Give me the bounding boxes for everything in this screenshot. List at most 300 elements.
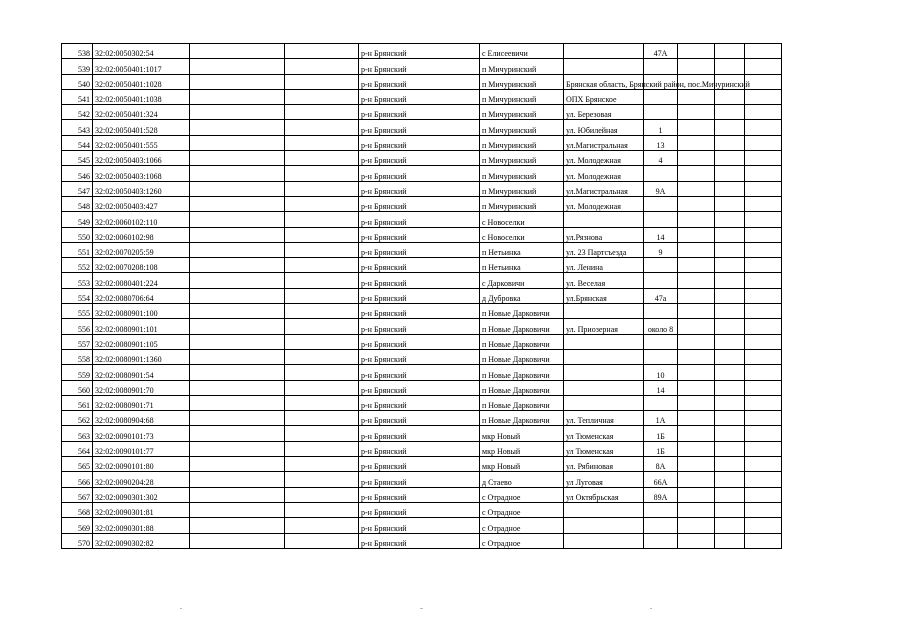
cadastral-number-cell: 32:02:0050401:1017: [93, 59, 190, 74]
empty-cell: [745, 74, 782, 89]
region-cell: р-н Брянский: [359, 89, 480, 104]
region-cell: р-н Брянский: [359, 472, 480, 487]
cadastral-number-cell: 32:02:0080901:1360: [93, 349, 190, 364]
locality-cell: мкр Новый: [480, 441, 564, 456]
row-number-cell: 546: [62, 166, 93, 181]
street-cell: ул Октябрьская: [564, 487, 644, 502]
empty-cell: [285, 44, 359, 59]
empty-cell: [678, 196, 715, 211]
empty-cell: [745, 196, 782, 211]
region-cell: р-н Брянский: [359, 304, 480, 319]
cadastral-number-cell: 32:02:0090301:81: [93, 502, 190, 517]
row-number-cell: 539: [62, 59, 93, 74]
empty-cell: [190, 380, 285, 395]
locality-cell: п Мичуринский: [480, 120, 564, 135]
table-row: [62, 242, 782, 257]
empty-cell: [745, 181, 782, 196]
empty-cell: [715, 426, 745, 441]
empty-cell: [190, 166, 285, 181]
house-number-cell: [644, 502, 678, 517]
empty-cell: [678, 380, 715, 395]
row-number-cell: 553: [62, 273, 93, 288]
street-cell: Брянская область, Брянский район, пос.Мичуринский: [564, 74, 644, 89]
empty-cell: [285, 212, 359, 227]
street-cell: [564, 533, 644, 548]
empty-cell: [678, 365, 715, 380]
table-row: [62, 212, 782, 227]
empty-cell: [285, 518, 359, 533]
locality-cell: п Новые Дарковичи: [480, 304, 564, 319]
street-cell: [564, 334, 644, 349]
empty-cell: [285, 288, 359, 303]
row-number-cell: 570: [62, 533, 93, 548]
empty-cell: [678, 166, 715, 181]
street-cell: ул.Рязнова: [564, 227, 644, 242]
region-cell: р-н Брянский: [359, 457, 480, 472]
row-number-cell: 544: [62, 135, 93, 150]
table-row: [62, 166, 782, 181]
empty-cell: [285, 135, 359, 150]
house-number-cell: 13: [644, 135, 678, 150]
row-number-cell: 559: [62, 365, 93, 380]
empty-cell: [285, 334, 359, 349]
empty-cell: [285, 319, 359, 334]
table-row: [62, 380, 782, 395]
empty-cell: [745, 380, 782, 395]
street-cell: ул. Тепличная: [564, 411, 644, 426]
empty-cell: [745, 441, 782, 456]
house-number-cell: 1Б: [644, 426, 678, 441]
empty-cell: [715, 518, 745, 533]
empty-cell: [745, 502, 782, 517]
empty-cell: [678, 411, 715, 426]
region-cell: р-н Брянский: [359, 319, 480, 334]
region-cell: р-н Брянский: [359, 181, 480, 196]
empty-cell: [285, 273, 359, 288]
empty-cell: [285, 441, 359, 456]
row-number-cell: 557: [62, 334, 93, 349]
empty-cell: [745, 135, 782, 150]
row-number-cell: 550: [62, 227, 93, 242]
row-number-cell: 540: [62, 74, 93, 89]
row-number-cell: 556: [62, 319, 93, 334]
empty-cell: [715, 319, 745, 334]
street-cell: [564, 502, 644, 517]
empty-cell: [285, 365, 359, 380]
table-row: [62, 258, 782, 273]
empty-cell: [715, 411, 745, 426]
locality-cell: п Новые Дарковичи: [480, 319, 564, 334]
empty-cell: [190, 411, 285, 426]
empty-cell: [190, 181, 285, 196]
region-cell: р-н Брянский: [359, 166, 480, 181]
street-cell: ул.Магистральная: [564, 181, 644, 196]
cadastral-number-cell: 32:02:0090101:77: [93, 441, 190, 456]
region-cell: р-н Брянский: [359, 487, 480, 502]
street-cell: ул Тюменская: [564, 426, 644, 441]
empty-cell: [678, 135, 715, 150]
row-number-cell: 565: [62, 457, 93, 472]
empty-cell: [285, 533, 359, 548]
street-cell: [564, 44, 644, 59]
street-cell: ул. Молодежная: [564, 151, 644, 166]
empty-cell: [285, 227, 359, 242]
region-cell: р-н Брянский: [359, 59, 480, 74]
table-row: [62, 349, 782, 364]
locality-cell: с Елисеевичи: [480, 44, 564, 59]
cadastral-number-cell: 32:02:0050403:1260: [93, 181, 190, 196]
cadastral-number-cell: 32:02:0080901:105: [93, 334, 190, 349]
region-cell: р-н Брянский: [359, 135, 480, 150]
street-cell: ул. Юбилейная: [564, 120, 644, 135]
empty-cell: [190, 349, 285, 364]
locality-cell: п Мичуринский: [480, 196, 564, 211]
empty-cell: [715, 120, 745, 135]
empty-cell: [285, 89, 359, 104]
house-number-cell: [644, 395, 678, 410]
empty-cell: [678, 89, 715, 104]
empty-cell: [715, 151, 745, 166]
locality-cell: с Новоселки: [480, 227, 564, 242]
empty-cell: [678, 472, 715, 487]
street-cell: [564, 59, 644, 74]
street-cell: ул.Брянская: [564, 288, 644, 303]
empty-cell: [678, 105, 715, 120]
row-number-cell: 552: [62, 258, 93, 273]
locality-cell: с Отрадное: [480, 518, 564, 533]
row-number-cell: 569: [62, 518, 93, 533]
empty-cell: [190, 89, 285, 104]
locality-cell: с Отрадное: [480, 533, 564, 548]
empty-cell: [715, 105, 745, 120]
empty-cell: [678, 151, 715, 166]
table-row: [62, 518, 782, 533]
row-number-cell: 567: [62, 487, 93, 502]
locality-cell: п Нетьинка: [480, 242, 564, 257]
empty-cell: [190, 518, 285, 533]
table-row: [62, 457, 782, 472]
street-cell: [564, 380, 644, 395]
cadastral-number-cell: 32:02:0070208:108: [93, 258, 190, 273]
table-row: [62, 181, 782, 196]
region-cell: р-н Брянский: [359, 151, 480, 166]
empty-cell: [190, 196, 285, 211]
street-cell: ул Тюменская: [564, 441, 644, 456]
row-number-cell: 568: [62, 502, 93, 517]
house-number-cell: [644, 89, 678, 104]
scan-noise-line: [420, 608, 423, 609]
table-row: [62, 89, 782, 104]
house-number-cell: 14: [644, 227, 678, 242]
cadastral-number-cell: 32:02:0060102:98: [93, 227, 190, 242]
house-number-cell: около 8: [644, 319, 678, 334]
street-cell: ул. Веселая: [564, 273, 644, 288]
house-number-cell: 47а: [644, 288, 678, 303]
scan-noise-line: [180, 608, 182, 609]
empty-cell: [715, 395, 745, 410]
empty-cell: [190, 334, 285, 349]
row-number-cell: 551: [62, 242, 93, 257]
house-number-cell: 9А: [644, 181, 678, 196]
street-cell: [564, 365, 644, 380]
empty-cell: [715, 273, 745, 288]
empty-cell: [745, 411, 782, 426]
house-number-cell: [644, 212, 678, 227]
cadastral-number-cell: 32:02:0050401:1038: [93, 89, 190, 104]
empty-cell: [285, 105, 359, 120]
house-number-cell: [644, 518, 678, 533]
region-cell: р-н Брянский: [359, 196, 480, 211]
table-row: [62, 288, 782, 303]
empty-cell: [678, 258, 715, 273]
empty-cell: [745, 487, 782, 502]
street-cell: ОПХ Брянское: [564, 89, 644, 104]
empty-cell: [285, 380, 359, 395]
row-number-cell: 558: [62, 349, 93, 364]
street-cell: [564, 395, 644, 410]
cadastral-number-cell: 32:02:0050401:1028: [93, 74, 190, 89]
empty-cell: [715, 166, 745, 181]
cadastral-number-cell: 32:02:0050403:427: [93, 196, 190, 211]
street-cell: [564, 349, 644, 364]
cadastral-number-cell: 32:02:0090301:302: [93, 487, 190, 502]
register-table: [61, 43, 782, 549]
empty-cell: [745, 319, 782, 334]
row-number-cell: 538: [62, 44, 93, 59]
locality-cell: мкр Новый: [480, 426, 564, 441]
empty-cell: [285, 304, 359, 319]
empty-cell: [715, 502, 745, 517]
house-number-cell: 8А: [644, 457, 678, 472]
table-row: [62, 59, 782, 74]
house-number-cell: 89А: [644, 487, 678, 502]
empty-cell: [715, 472, 745, 487]
table-row: [62, 227, 782, 242]
empty-cell: [678, 227, 715, 242]
empty-cell: [678, 487, 715, 502]
empty-cell: [190, 151, 285, 166]
table-row: [62, 411, 782, 426]
street-cell: ул Луговая: [564, 472, 644, 487]
street-cell: [564, 304, 644, 319]
locality-cell: п Мичуринский: [480, 105, 564, 120]
locality-cell: п Новые Дарковичи: [480, 349, 564, 364]
empty-cell: [190, 288, 285, 303]
empty-cell: [715, 196, 745, 211]
empty-cell: [745, 457, 782, 472]
empty-cell: [678, 349, 715, 364]
empty-cell: [745, 365, 782, 380]
cadastral-number-cell: 32:02:0050302:54: [93, 44, 190, 59]
locality-cell: п Мичуринский: [480, 166, 564, 181]
empty-cell: [678, 518, 715, 533]
row-number-cell: 561: [62, 395, 93, 410]
cadastral-number-cell: 32:02:0070205:59: [93, 242, 190, 257]
empty-cell: [745, 288, 782, 303]
empty-cell: [285, 196, 359, 211]
house-number-cell: [644, 196, 678, 211]
region-cell: р-н Брянский: [359, 365, 480, 380]
house-number-cell: 66А: [644, 472, 678, 487]
row-number-cell: 542: [62, 105, 93, 120]
empty-cell: [285, 181, 359, 196]
locality-cell: п Нетьинка: [480, 258, 564, 273]
table-row: [62, 395, 782, 410]
table-row: [62, 502, 782, 517]
empty-cell: [285, 411, 359, 426]
empty-cell: [285, 74, 359, 89]
locality-cell: д Дубровка: [480, 288, 564, 303]
empty-cell: [745, 334, 782, 349]
house-number-cell: 1А: [644, 411, 678, 426]
empty-cell: [715, 349, 745, 364]
house-number-cell: [644, 349, 678, 364]
cadastral-number-cell: 32:02:0050403:1066: [93, 151, 190, 166]
empty-cell: [190, 472, 285, 487]
cadastral-number-cell: 32:02:0050401:324: [93, 105, 190, 120]
locality-cell: с Дарковичи: [480, 273, 564, 288]
row-number-cell: 563: [62, 426, 93, 441]
row-number-cell: 547: [62, 181, 93, 196]
region-cell: р-н Брянский: [359, 349, 480, 364]
table-row: [62, 487, 782, 502]
street-cell: ул. Приозерная: [564, 319, 644, 334]
locality-cell: п Новые Дарковичи: [480, 380, 564, 395]
house-number-cell: [644, 273, 678, 288]
cadastral-number-cell: 32:02:0090204:28: [93, 472, 190, 487]
empty-cell: [285, 242, 359, 257]
empty-cell: [678, 395, 715, 410]
empty-cell: [715, 212, 745, 227]
table-row: [62, 304, 782, 319]
house-number-cell: 4: [644, 151, 678, 166]
table-row: [62, 273, 782, 288]
cadastral-number-cell: 32:02:0050403:1068: [93, 166, 190, 181]
locality-cell: п Мичуринский: [480, 74, 564, 89]
locality-cell: с Отрадное: [480, 502, 564, 517]
empty-cell: [285, 487, 359, 502]
region-cell: р-н Брянский: [359, 258, 480, 273]
house-number-cell: [644, 59, 678, 74]
cadastral-number-cell: 32:02:0090101:80: [93, 457, 190, 472]
row-number-cell: 543: [62, 120, 93, 135]
house-number-cell: [644, 334, 678, 349]
table-row: [62, 44, 782, 59]
empty-cell: [190, 487, 285, 502]
empty-cell: [190, 227, 285, 242]
empty-cell: [678, 441, 715, 456]
empty-cell: [745, 395, 782, 410]
region-cell: р-н Брянский: [359, 44, 480, 59]
empty-cell: [678, 242, 715, 257]
house-number-cell: 1: [644, 120, 678, 135]
empty-cell: [715, 441, 745, 456]
empty-cell: [678, 181, 715, 196]
empty-cell: [285, 151, 359, 166]
empty-cell: [745, 518, 782, 533]
empty-cell: [285, 472, 359, 487]
empty-cell: [678, 457, 715, 472]
region-cell: р-н Брянский: [359, 288, 480, 303]
region-cell: р-н Брянский: [359, 395, 480, 410]
empty-cell: [190, 365, 285, 380]
street-cell: ул. Ленина: [564, 258, 644, 273]
cadastral-number-cell: 32:02:0080901:100: [93, 304, 190, 319]
empty-cell: [678, 273, 715, 288]
cadastral-number-cell: 32:02:0080401:224: [93, 273, 190, 288]
house-number-cell: 10: [644, 365, 678, 380]
empty-cell: [190, 319, 285, 334]
house-number-cell: 9: [644, 242, 678, 257]
cadastral-number-cell: 32:02:0080901:70: [93, 380, 190, 395]
empty-cell: [285, 426, 359, 441]
table-row: [62, 334, 782, 349]
register-rows: [62, 44, 782, 549]
region-cell: р-н Брянский: [359, 105, 480, 120]
cadastral-number-cell: 32:02:0050401:528: [93, 120, 190, 135]
empty-cell: [745, 212, 782, 227]
row-number-cell: 545: [62, 151, 93, 166]
empty-cell: [190, 120, 285, 135]
empty-cell: [285, 502, 359, 517]
locality-cell: с Новоселки: [480, 212, 564, 227]
house-number-cell: [644, 304, 678, 319]
cadastral-number-cell: 32:02:0080904:68: [93, 411, 190, 426]
empty-cell: [745, 89, 782, 104]
region-cell: р-н Брянский: [359, 441, 480, 456]
house-number-cell: [644, 166, 678, 181]
region-cell: р-н Брянский: [359, 533, 480, 548]
locality-cell: с Отрадное: [480, 487, 564, 502]
empty-cell: [678, 120, 715, 135]
table-row: [62, 441, 782, 456]
empty-cell: [715, 288, 745, 303]
region-cell: р-н Брянский: [359, 227, 480, 242]
table-row: [62, 472, 782, 487]
empty-cell: [715, 334, 745, 349]
house-number-cell: [644, 258, 678, 273]
locality-cell: п Новые Дарковичи: [480, 411, 564, 426]
locality-cell: п Мичуринский: [480, 89, 564, 104]
region-cell: р-н Брянский: [359, 242, 480, 257]
region-cell: р-н Брянский: [359, 212, 480, 227]
cadastral-number-cell: 32:02:0090101:73: [93, 426, 190, 441]
empty-cell: [745, 426, 782, 441]
empty-cell: [745, 105, 782, 120]
table-row: [62, 120, 782, 135]
empty-cell: [285, 349, 359, 364]
empty-cell: [745, 44, 782, 59]
empty-cell: [715, 89, 745, 104]
table-row: [62, 426, 782, 441]
empty-cell: [190, 426, 285, 441]
empty-cell: [715, 242, 745, 257]
empty-cell: [678, 288, 715, 303]
locality-cell: п Новые Дарковичи: [480, 334, 564, 349]
empty-cell: [190, 533, 285, 548]
empty-cell: [715, 44, 745, 59]
house-number-cell: [644, 533, 678, 548]
street-cell: ул. Рябиновая: [564, 457, 644, 472]
empty-cell: [678, 533, 715, 548]
empty-cell: [190, 105, 285, 120]
table-row: [62, 533, 782, 548]
empty-cell: [678, 334, 715, 349]
locality-cell: п Мичуринский: [480, 151, 564, 166]
empty-cell: [715, 227, 745, 242]
empty-cell: [190, 258, 285, 273]
street-cell: ул.Магистральная: [564, 135, 644, 150]
